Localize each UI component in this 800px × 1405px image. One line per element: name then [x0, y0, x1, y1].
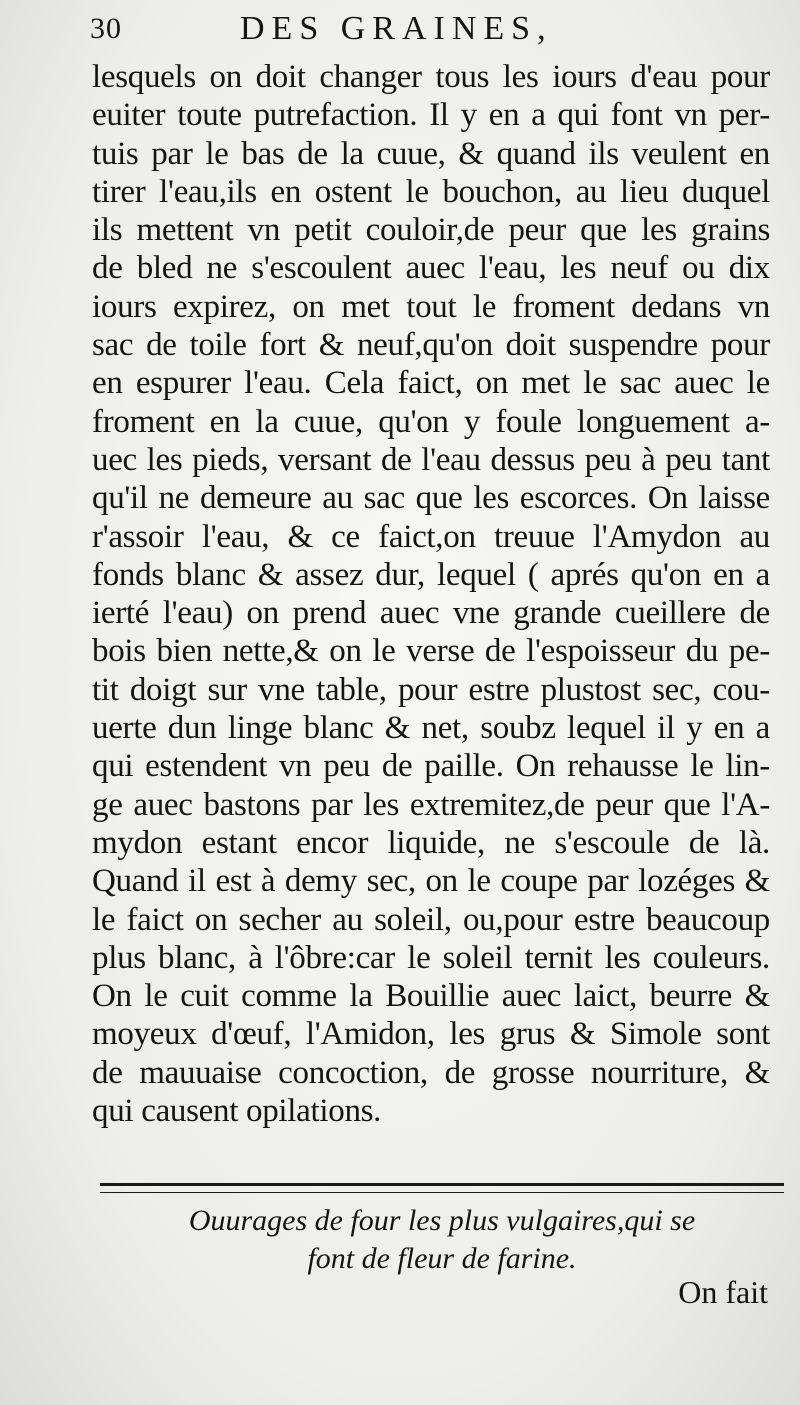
text-line: uerte dun linge blanc & net, soubz lequel il y en a — [92, 710, 770, 747]
text-line: tit doigt sur vne table, pour estre plustost sec, cou- — [92, 671, 770, 708]
page-number: 30 — [90, 12, 122, 45]
text-line: froment en la cuue, qu'on y foule longuement a- — [92, 403, 770, 440]
body-text — [92, 58, 770, 1130]
text-line: ierté l'eau) on prend auec vne grande cueillere de — [92, 595, 770, 632]
text-line: bois bien nette,& on le verse de l'espoisseur du pe- — [92, 633, 770, 670]
text-line: en espurer l'eau. Cela faict, on met le sac auec le — [92, 365, 770, 402]
text-line: On le cuit comme la Bouillie auec laict, beurre & — [92, 978, 770, 1015]
page-header — [90, 10, 780, 56]
text-line: plus blanc, à l'ôbre:car le soleil ternit les couleurs. — [92, 939, 770, 976]
text-line: ge auec bastons par les extremitez,de peur que l'A- — [92, 786, 770, 823]
text-line: tuis par le bas de la cuue, & quand ils veulent en — [92, 135, 770, 172]
text-line: uec les pieds, versant de l'eau dessus peu à peu tant — [92, 441, 770, 478]
text-line: r'assoir l'eau, & ce faict,on treuue l'Amydon au — [92, 518, 770, 555]
running-head: DES GRAINES, — [240, 10, 553, 47]
section-title-line: font de fleur de farine. — [307, 1242, 577, 1275]
text-line: de mauuaise concoction, de grosse nourriture, & — [92, 1054, 770, 1091]
catchword: On fait — [678, 1274, 768, 1310]
text-line: qui causent opilations. — [92, 1093, 382, 1130]
text-line: Quand il est à demy sec, on le coupe par lozéges & — [92, 863, 770, 900]
text-line: euiter toute putrefaction. Il y en a qui font vn per- — [92, 97, 770, 134]
text-line: ils mettent vn petit couloir,de peur que les grains — [92, 212, 770, 249]
text-line: tirer l'eau,ils en ostent le bouchon, au lieu duquel — [92, 173, 770, 210]
section-divider-rule — [100, 1183, 784, 1193]
text-line: moyeux d'œuf, l'Amidon, les grus & Simole sont — [92, 1016, 770, 1053]
text-line: qu'il ne demeure au sac que les escorces. On laisse — [92, 480, 770, 517]
text-line: fonds blanc & assez dur, lequel ( aprés qu'on en a — [92, 556, 770, 593]
section-title-line: Ouurages de four les plus vulgaires,qui se — [188, 1204, 696, 1237]
text-line: qui estendent vn peu de paille. On rehausse le lin- — [92, 748, 770, 785]
text-line: mydon estant encor liquide, ne s'escoule de là. — [92, 824, 770, 861]
text-line: de bled ne s'escoulent auec l'eau, les neuf ou dix — [92, 250, 770, 287]
text-line: sac de toile fort & neuf,qu'on doit suspendre pour — [92, 327, 770, 364]
text-line: iours expirez, on met tout le froment dedans vn — [92, 288, 770, 325]
text-line: lesquels on doit changer tous les iours d'eau pour — [92, 59, 770, 95]
section-title — [100, 1202, 784, 1278]
text-line: le faict on secher au soleil, ou,pour estre beaucoup — [92, 901, 770, 938]
